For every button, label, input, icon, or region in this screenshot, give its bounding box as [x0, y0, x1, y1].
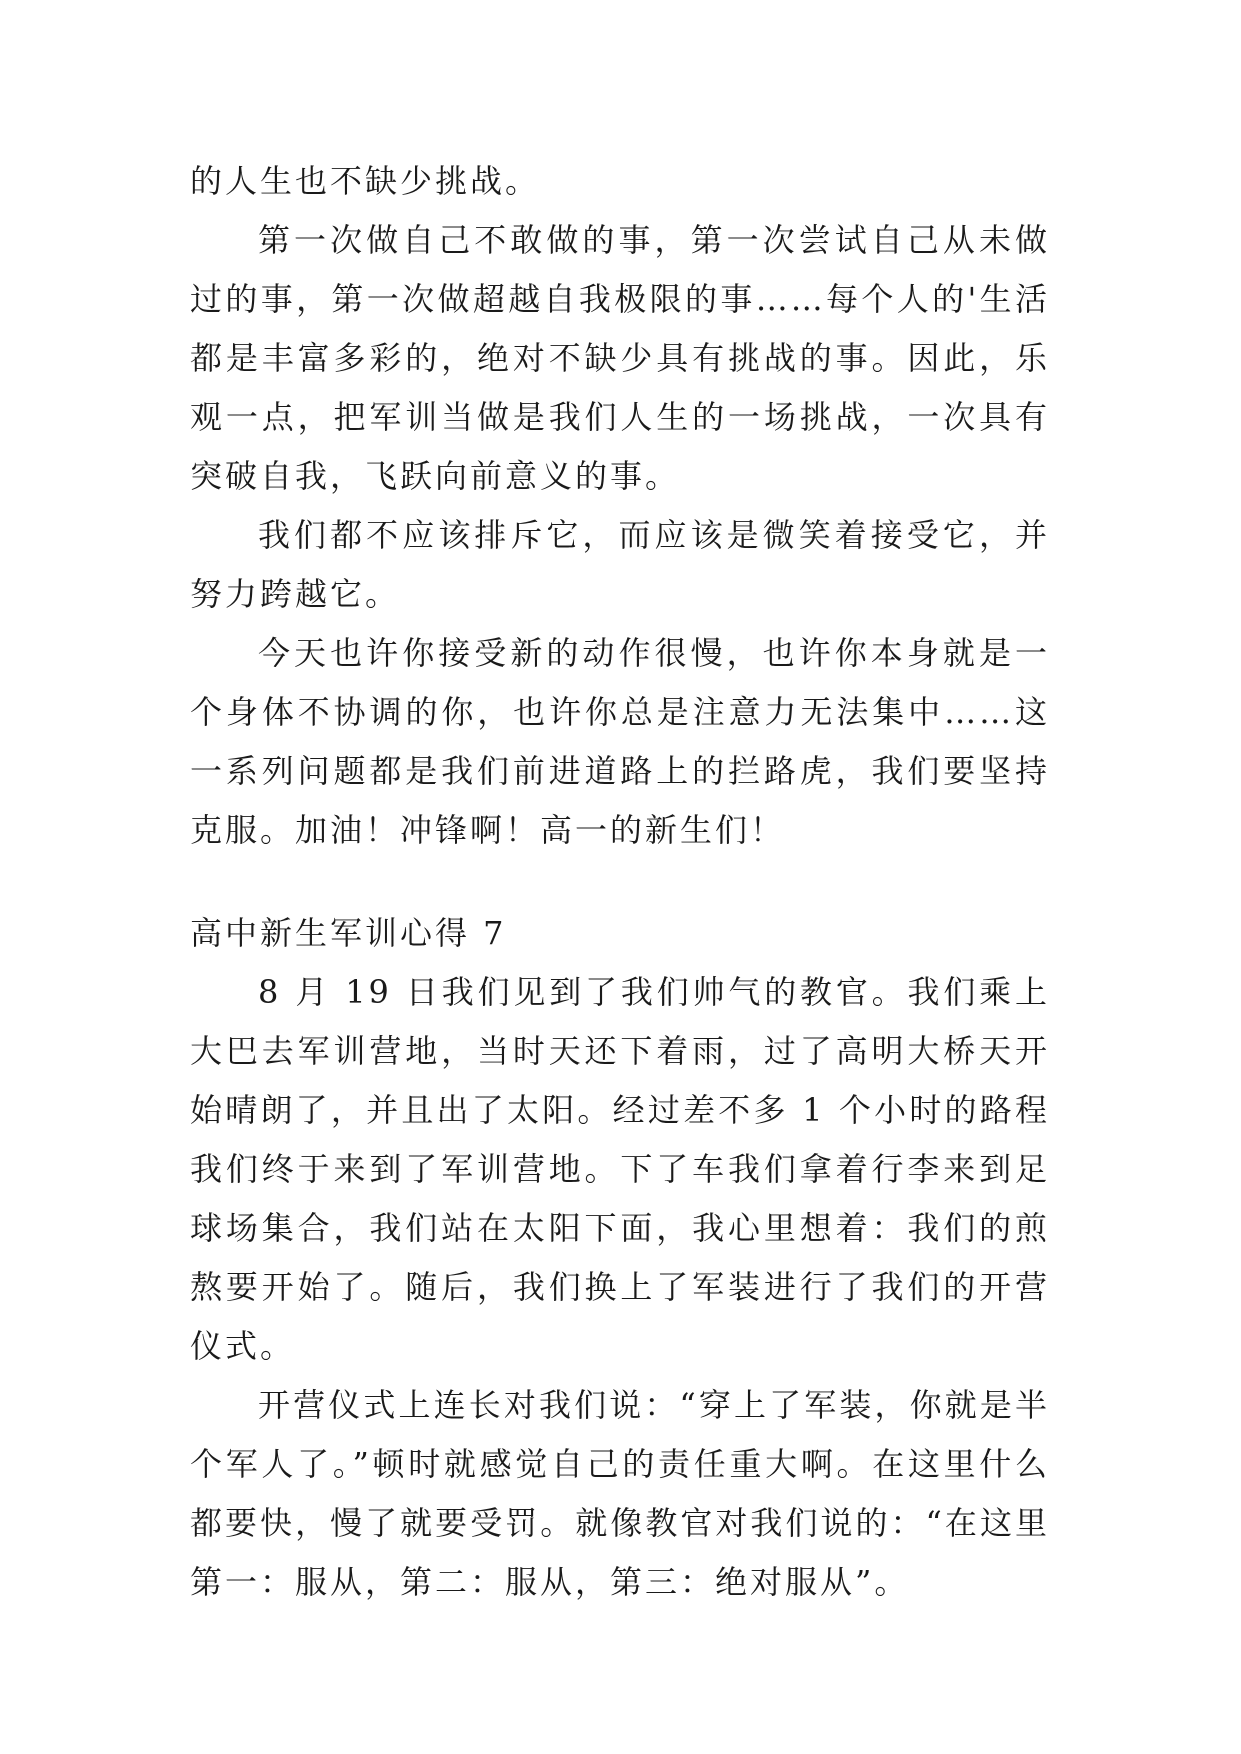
paragraph-encouragement: 今天也许你接受新的动作很慢，也许你本身就是一个身体不协调的你，也许你总是注意力无法集中……这一系列问题都是我们前进道路上的拦路虎，我们要坚持克服。加油！冲锋啊！高一的新生们！ — [190, 634, 1050, 849]
paragraph-arrival: 8 月 19 日我们见到了我们帅气的教官。我们乘上大巴去军训营地，当时天还下着雨，过了高明大桥天开始晴朗了，并且出了太阳。经过差不多 1 个小时的路程我们终于来到了军训营地。下了车我们拿着行李来到足球场集合，我们站在太阳下面，我心里想着：我们的煎熬要开始了。随后，我们换上了军装进行了我们的开营仪式。 — [190, 973, 1050, 1365]
paragraph-continuation: 的人生也不缺少挑战。 — [190, 162, 541, 200]
paragraph-first-time: 第一次做自己不敢做的事，第一次尝试自己从未做过的事，第一次做超越自我极限的事……每个人的'生活都是丰富多彩的，绝对不缺少具有挑战的事。因此，乐观一点，把军训当做是我们人生的一场挑战，一次具有突破自我，飞跃向前意义的事。 — [190, 221, 1050, 495]
section-heading: 高中新生军训心得 7 — [190, 914, 507, 952]
paragraph-opening-ceremony: 开营仪式上连长对我们说：“穿上了军装，你就是半个军人了。”顿时就感觉自己的责任重大啊。在这里什么都要快，慢了就要受罚。就像教官对我们说的：“在这里第一：服从，第二：服从，第三：绝对服从”。 — [190, 1386, 1050, 1601]
article-top-section — [190, 152, 1050, 860]
article-bottom-section — [190, 904, 1050, 1612]
paragraph-embrace: 我们都不应该排斥它，而应该是微笑着接受它，并努力跨越它。 — [190, 516, 1050, 613]
